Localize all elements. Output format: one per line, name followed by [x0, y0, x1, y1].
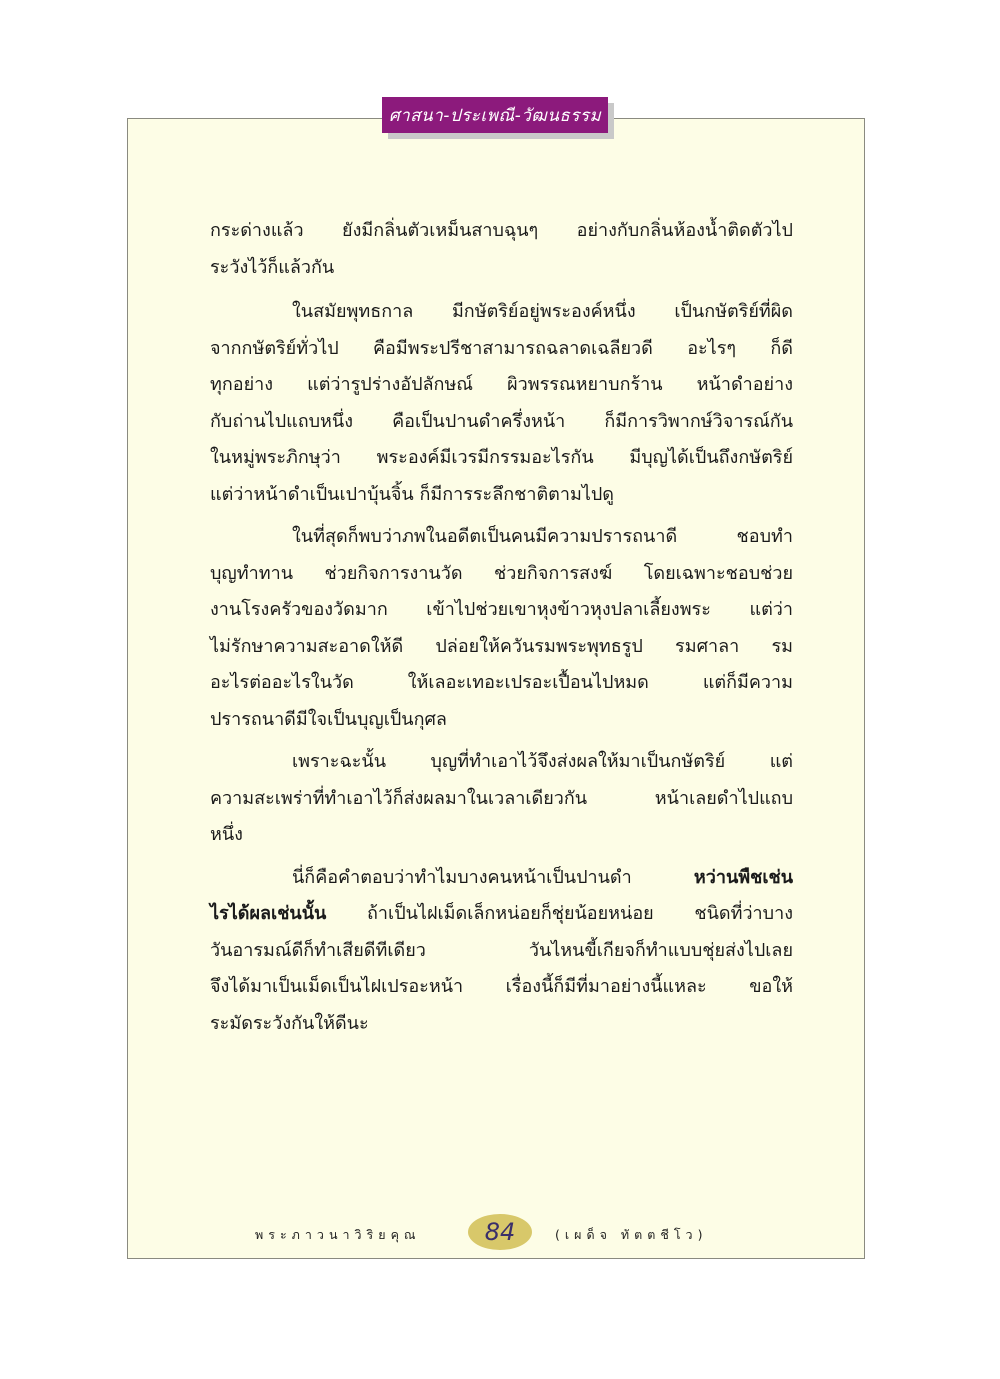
- body-text: [210, 213, 793, 1042]
- paragraph-2: [210, 294, 793, 513]
- text-line: จากกษัตริย์ทั่วไป คือมีพระปรีชาสามารถฉลาดเฉลียวดี อะไรๆ ก็ดี: [210, 337, 793, 359]
- text-line: วันอารมณ์ดีก็ทำเสียดีทีเดียว วันไหนขี้เกียจก็ทำแบบชุ่ยส่งไปเลย: [210, 939, 793, 961]
- text-line: กระด่างแล้ว ยังมีกลิ่นตัวเหม็นสาบฉุนๆ อย่างกับกลิ่นห้องน้ำติดตัวไป: [210, 220, 793, 241]
- text-segment: นี่ก็คือคำตอบว่าทำไมบางคนหน้าเป็นปานดำ: [292, 866, 632, 888]
- text-line: ในหมู่พระภิกษุว่า พระองค์มีเวรมีกรรมอะไรกัน มีบุญได้เป็นถึงกษัตริย์: [210, 447, 793, 468]
- text-line: บุญทำทาน ช่วยกิจการงานวัด ช่วยกิจการสงฆ์ โดยเฉพาะชอบช่วย: [210, 562, 793, 584]
- text-line: งานโรงครัวของวัดมาก เข้าไปช่วยเขาหุงข้าวหุงปลาเลี้ยงพระ แต่ว่า: [210, 599, 793, 620]
- paragraph-3: [210, 519, 793, 738]
- page-footer: [127, 1213, 865, 1253]
- book-title: พระภาวนาวิริยคุณ: [255, 1227, 421, 1242]
- text-line: ในสมัยพุทธกาล มีกษัตริย์อยู่พระองค์หนึ่ง เป็นกษัตริย์ที่ผิด: [292, 301, 793, 322]
- paragraph-1: [210, 213, 793, 286]
- bold-phrase: หว่านพืชเช่น: [693, 866, 793, 888]
- text-line: ทุกอย่าง แต่ว่ารูปร่างอัปลักษณ์ ผิวพรรณหยาบกร้าน หน้าดำอย่าง: [210, 374, 793, 395]
- text-segment: ถ้าเป็นไฝเม็ดเล็กหน่อยก็ชุ่ยน้อยหน่อย ชนิดที่ว่าบาง: [367, 903, 793, 924]
- text-line: ระวังไว้ก็แล้วกัน: [210, 256, 335, 278]
- text-line: ความสะเพร่าที่ทำเอาไว้ก็ส่งผลมาในเวลาเดียวกัน หน้าเลยดำไปแถบ: [210, 787, 793, 809]
- page-number: 84: [468, 1214, 532, 1250]
- text-line: หนึ่ง: [210, 824, 243, 845]
- text-line: เพราะฉะนั้น บุญที่ทำเอาไว้จึงส่งผลให้มาเป็นกษัตริย์ แต่: [292, 751, 793, 772]
- text-line: ปรารถนาดีมีใจเป็นบุญเป็นกุศล: [210, 708, 447, 730]
- text-line: [210, 896, 793, 933]
- bold-phrase: ไรได้ผลเช่นนั้น: [210, 903, 327, 924]
- text-line: ในที่สุดก็พบว่าภพในอดีตเป็นคนมีความปรารถนาดี ชอบทำ: [292, 526, 793, 547]
- text-line: อะไรต่ออะไรในวัด ให้เลอะเทอะเปรอะเปื้อนไปหมด แต่ก็มีความ: [210, 672, 793, 693]
- section-header-tab: ศาสนา-ประเพณี-วัฒนธรรม: [382, 97, 608, 133]
- text-line: ระมัดระวังกันให้ดีนะ: [210, 1012, 369, 1034]
- text-line: กับถ่านไปแถบหนึ่ง คือเป็นปานดำครึ่งหน้า ก็มีการวิพากษ์วิจารณ์กัน: [210, 410, 793, 432]
- paragraph-5: [210, 860, 793, 1043]
- author-name: (เผด็จ ทัตตชีโว): [555, 1227, 708, 1242]
- text-line: แต่ว่าหน้าดำเป็นเปาบุ้นจิ้น ก็มีการระลึกชาติตามไปดู: [210, 483, 614, 505]
- text-line: จึงได้มาเป็นเม็ดเป็นไฝเปรอะหน้า เรื่องนี้ก็มีที่มาอย่างนี้แหละ ขอให้: [210, 976, 793, 997]
- paragraph-4: [210, 744, 793, 854]
- text-line: ไม่รักษาความสะอาดให้ดี ปล่อยให้ควันรมพระพุทธรูป รมศาลา รม: [210, 635, 793, 657]
- text-line: [210, 860, 793, 897]
